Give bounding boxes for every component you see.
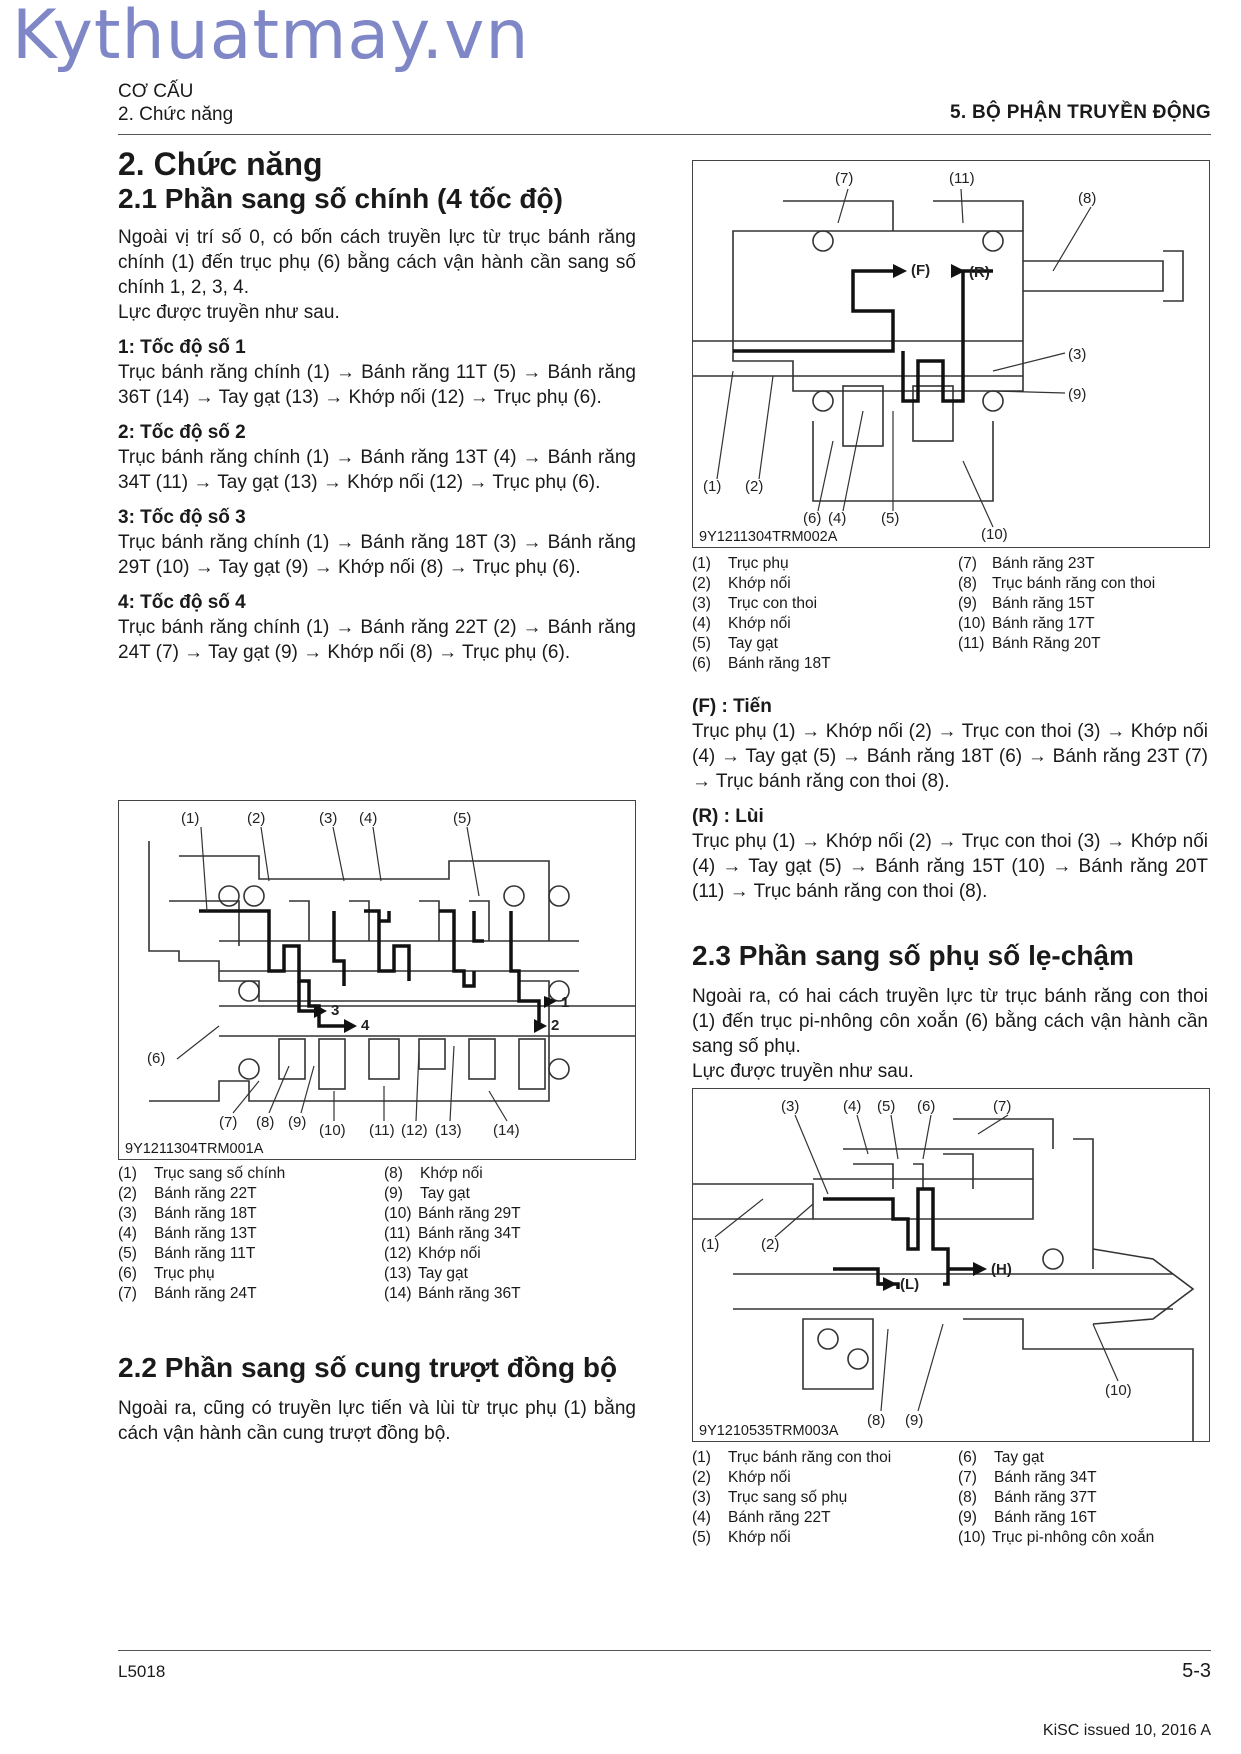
legend-2-right bbox=[958, 554, 1208, 654]
gearbox-diagram-1 bbox=[119, 801, 635, 1159]
header-section-title: 5. BỘ PHẬN TRUYỀN ĐỘNG bbox=[949, 102, 1211, 123]
shuttle-text bbox=[692, 694, 1208, 904]
callout-10: (10) bbox=[319, 1122, 346, 1139]
legend-1-right bbox=[384, 1164, 634, 1304]
speed-4 bbox=[118, 590, 636, 665]
legend-item: (8) Trục bánh răng con thoi bbox=[958, 575, 1156, 592]
gearbox-diagram-3 bbox=[693, 1089, 1209, 1441]
legend-item: (3) Trục con thoi bbox=[692, 595, 818, 612]
page-title: 2. Chức năng bbox=[118, 146, 323, 182]
chapter-label: CƠ CẤU bbox=[118, 81, 194, 102]
callout-12: (12) bbox=[401, 1122, 428, 1139]
callout-6: (6) bbox=[147, 1050, 166, 1067]
callout-4: (4) bbox=[828, 510, 847, 527]
callout-7: (7) bbox=[219, 1114, 238, 1131]
callout-3: (3) bbox=[1068, 346, 1087, 363]
legend-item: (4) Bánh răng 22T bbox=[692, 1509, 831, 1526]
arrow-label: (F) bbox=[911, 262, 931, 279]
page-number: 5-3 bbox=[1182, 1660, 1211, 1682]
callout-8: (8) bbox=[1078, 190, 1097, 207]
legend-item: (3) Bánh răng 18T bbox=[118, 1205, 257, 1222]
speed-text: Trục bánh răng chính (1) → Bánh răng 13T (4) → Bánh răng 34T (11) → Tay gạt (13) → Khớp nối (12) → Trục phụ (6). bbox=[118, 447, 636, 493]
legend-item: (5) Tay gạt bbox=[692, 635, 778, 652]
callout-8: (8) bbox=[867, 1412, 886, 1429]
legend-item: (3) Trục sang số phụ bbox=[692, 1489, 848, 1506]
speed-2 bbox=[118, 420, 636, 495]
arrow-label: (R) bbox=[969, 264, 990, 281]
legend-item: (5) Bánh răng 11T bbox=[118, 1245, 256, 1262]
legend-item: (8) Khớp nối bbox=[384, 1165, 483, 1182]
callout-2: (2) bbox=[761, 1236, 780, 1253]
speed-title: 3: Tốc độ số 3 bbox=[118, 507, 246, 528]
speed-text: Trục bánh răng chính (1) → Bánh răng 22T (2) → Bánh răng 24T (7) → Tay gạt (9) → Khớp nối (8) → Trục phụ (6). bbox=[118, 617, 636, 663]
legend-item: (9) Tay gạt bbox=[384, 1185, 470, 1202]
section-2-1-intro: Ngoài vị trí số 0, có bốn cách truyền lực từ trục bánh răng chính (1) đến trục phụ (6) bằng cách vận hành cần sang số chính 1, 2, 3, 4. bbox=[118, 227, 636, 298]
legend-item: (1) Trục phụ bbox=[692, 555, 789, 572]
callout-4: (4) bbox=[359, 810, 378, 827]
legend-item: (14) Bánh răng 36T bbox=[384, 1285, 521, 1302]
arrow-L-head bbox=[883, 1277, 897, 1291]
legend-item: (9) Bánh răng 16T bbox=[958, 1509, 1097, 1526]
callout-6: (6) bbox=[803, 510, 822, 527]
callout-4: (4) bbox=[843, 1098, 862, 1115]
callout-10: (10) bbox=[981, 526, 1008, 543]
legend-item: (13) Tay gạt bbox=[384, 1265, 468, 1282]
callout-8: (8) bbox=[256, 1114, 275, 1131]
legend-item: (1) Trục sang số chính bbox=[118, 1165, 286, 1182]
callout-11: (11) bbox=[369, 1122, 395, 1139]
reverse-title: (R) : Lùi bbox=[692, 806, 764, 827]
forward-title: (F) : Tiến bbox=[692, 696, 772, 717]
legend-item: (2) Bánh răng 22T bbox=[118, 1185, 257, 1202]
callout-9: (9) bbox=[905, 1412, 924, 1429]
legend-item: (12) Khớp nối bbox=[384, 1245, 481, 1262]
legend-3-left bbox=[692, 1448, 952, 1548]
section-label: 2. Chức năng bbox=[118, 104, 234, 125]
speed-title: 4: Tốc độ số 4 bbox=[118, 592, 246, 613]
callout-1: (1) bbox=[701, 1236, 720, 1253]
header-divider bbox=[118, 134, 1211, 135]
callout-10: (10) bbox=[1105, 1382, 1132, 1399]
callout-5: (5) bbox=[881, 510, 900, 527]
legend-item: (4) Bánh răng 13T bbox=[118, 1225, 257, 1242]
section-2-2-text: Ngoài ra, cũng có truyền lực tiến và lùi từ trục phụ (1) bằng cách vận hành cần cung trượt đồng bộ. bbox=[118, 1398, 636, 1444]
gearbox-diagram-2 bbox=[693, 161, 1209, 547]
arrow-label: 4 bbox=[361, 1017, 370, 1034]
figure-code: 9Y1211304TRM001A bbox=[125, 1141, 264, 1157]
section-2-2 bbox=[118, 1352, 636, 1446]
callout-2: (2) bbox=[745, 478, 764, 495]
legend-item: (7) Bánh răng 34T bbox=[958, 1469, 1097, 1486]
header-left bbox=[118, 80, 233, 126]
arrow-F-head bbox=[893, 264, 907, 278]
left-column bbox=[118, 146, 636, 665]
reverse-text: Trục phụ (1) → Khớp nối (2) → Trục con thoi (3) → Khớp nối (4) → Tay gạt (5) → Bánh răng 15T (10) → Bánh răng 20T (11) → Trục bánh răng con thoi (8). bbox=[692, 831, 1208, 902]
speed-title: 1: Tốc độ số 1 bbox=[118, 337, 246, 358]
arrow-label: 2 bbox=[551, 1017, 560, 1034]
section-2-3-intro: Ngoài ra, có hai cách truyền lực từ trục bánh răng con thoi (1) đến trục pi-nhông côn xoắn (6) bằng cách vận hành cần sang số phụ. bbox=[692, 986, 1208, 1057]
legend-item: (5) Khớp nối bbox=[692, 1529, 791, 1546]
footer-issued: KiSC issued 10, 2016 A bbox=[1042, 1722, 1211, 1739]
arrow-label: (H) bbox=[991, 1261, 1012, 1278]
callout-3: (3) bbox=[781, 1098, 800, 1115]
legend-item: (2) Khớp nối bbox=[692, 575, 791, 592]
legend-item: (7) Bánh răng 23T bbox=[958, 555, 1095, 572]
callout-9: (9) bbox=[1068, 386, 1087, 403]
callout-3: (3) bbox=[319, 810, 338, 827]
callout-14: (14) bbox=[493, 1122, 520, 1139]
speed-text: Trục bánh răng chính (1) → Bánh răng 11T (5) → Bánh răng 36T (14) → Tay gạt (13) → Khớp nối (12) → Trục phụ (6). bbox=[118, 362, 636, 408]
legend-item: (9) Bánh răng 15T bbox=[958, 595, 1095, 612]
legend-item: (10) Bánh răng 29T bbox=[384, 1205, 521, 1222]
section-2-3-title: 2.3 Phần sang số phụ số lẹ-chậm bbox=[692, 940, 1134, 971]
legend-item: (2) Khớp nối bbox=[692, 1469, 791, 1486]
section-2-3 bbox=[692, 940, 1208, 1084]
figure-range-shift bbox=[692, 1088, 1210, 1442]
callout-11: (11) bbox=[949, 170, 975, 187]
speed-3 bbox=[118, 505, 636, 580]
legend-item: (11) Bánh Răng 20T bbox=[958, 635, 1101, 652]
legend-item: (6) Trục phụ bbox=[118, 1265, 215, 1282]
speed-title: 2: Tốc độ số 2 bbox=[118, 422, 246, 443]
callout-13: (13) bbox=[435, 1122, 462, 1139]
callout-7: (7) bbox=[993, 1098, 1012, 1115]
arrow-4-head bbox=[344, 1019, 357, 1033]
callout-6: (6) bbox=[917, 1098, 936, 1115]
arrow-label: 3 bbox=[331, 1002, 340, 1019]
arrow-label: 1 bbox=[561, 994, 570, 1011]
section-2-1-intro-2: Lực được truyền như sau. bbox=[118, 302, 340, 323]
callout-1: (1) bbox=[703, 478, 722, 495]
legend-1-left bbox=[118, 1164, 368, 1304]
section-2-1-title: 2.1 Phần sang số chính (4 tốc độ) bbox=[118, 183, 563, 214]
callout-5: (5) bbox=[453, 810, 472, 827]
forward-text: Trục phụ (1) → Khớp nối (2) → Trục con thoi (3) → Khớp nối (4) → Tay gạt (5) → Bánh răng 18T (6) → Bánh răng 23T (7) → Trục bánh răng con thoi (8). bbox=[692, 721, 1208, 792]
arrow-label: (L) bbox=[900, 1276, 920, 1293]
legend-item: (10) Bánh răng 17T bbox=[958, 615, 1095, 632]
callout-5: (5) bbox=[877, 1098, 896, 1115]
legend-item: (11) Bánh răng 34T bbox=[384, 1225, 521, 1242]
callout-1: (1) bbox=[181, 810, 200, 827]
legend-item: (7) Bánh răng 24T bbox=[118, 1285, 257, 1302]
watermark: Kythuatmay.vn bbox=[12, 0, 530, 75]
callout-7: (7) bbox=[835, 170, 854, 187]
legend-item: (6) Bánh răng 18T bbox=[692, 655, 831, 672]
figure-code: 9Y1211304TRM002A bbox=[699, 529, 838, 545]
legend-2-left bbox=[692, 554, 952, 674]
footer-model: L5018 bbox=[118, 1662, 166, 1681]
figure-shuttle-shift bbox=[692, 160, 1210, 548]
legend-item: (1) Trục bánh răng con thoi bbox=[692, 1449, 892, 1466]
figure-code: 9Y1210535TRM003A bbox=[699, 1423, 839, 1439]
figure-main-gearshift bbox=[118, 800, 636, 1160]
speed-text: Trục bánh răng chính (1) → Bánh răng 18T (3) → Bánh răng 29T (10) → Tay gạt (9) → Khớp nối (8) → Trục phụ (6). bbox=[118, 532, 636, 578]
footer-divider bbox=[118, 1650, 1211, 1651]
section-2-3-intro-2: Lực được truyền như sau. bbox=[692, 1061, 914, 1082]
legend-item: (4) Khớp nối bbox=[692, 615, 791, 632]
legend-item: (10) Trục pi-nhông côn xoắn bbox=[958, 1529, 1155, 1546]
section-2-2-title: 2.2 Phần sang số cung trượt đồng bộ bbox=[118, 1352, 618, 1383]
legend-item: (6) Tay gạt bbox=[958, 1449, 1044, 1466]
legend-item: (8) Bánh răng 37T bbox=[958, 1489, 1097, 1506]
speed-1 bbox=[118, 335, 636, 410]
legend-3-right bbox=[958, 1448, 1208, 1548]
callout-9: (9) bbox=[288, 1114, 307, 1131]
callout-2: (2) bbox=[247, 810, 266, 827]
